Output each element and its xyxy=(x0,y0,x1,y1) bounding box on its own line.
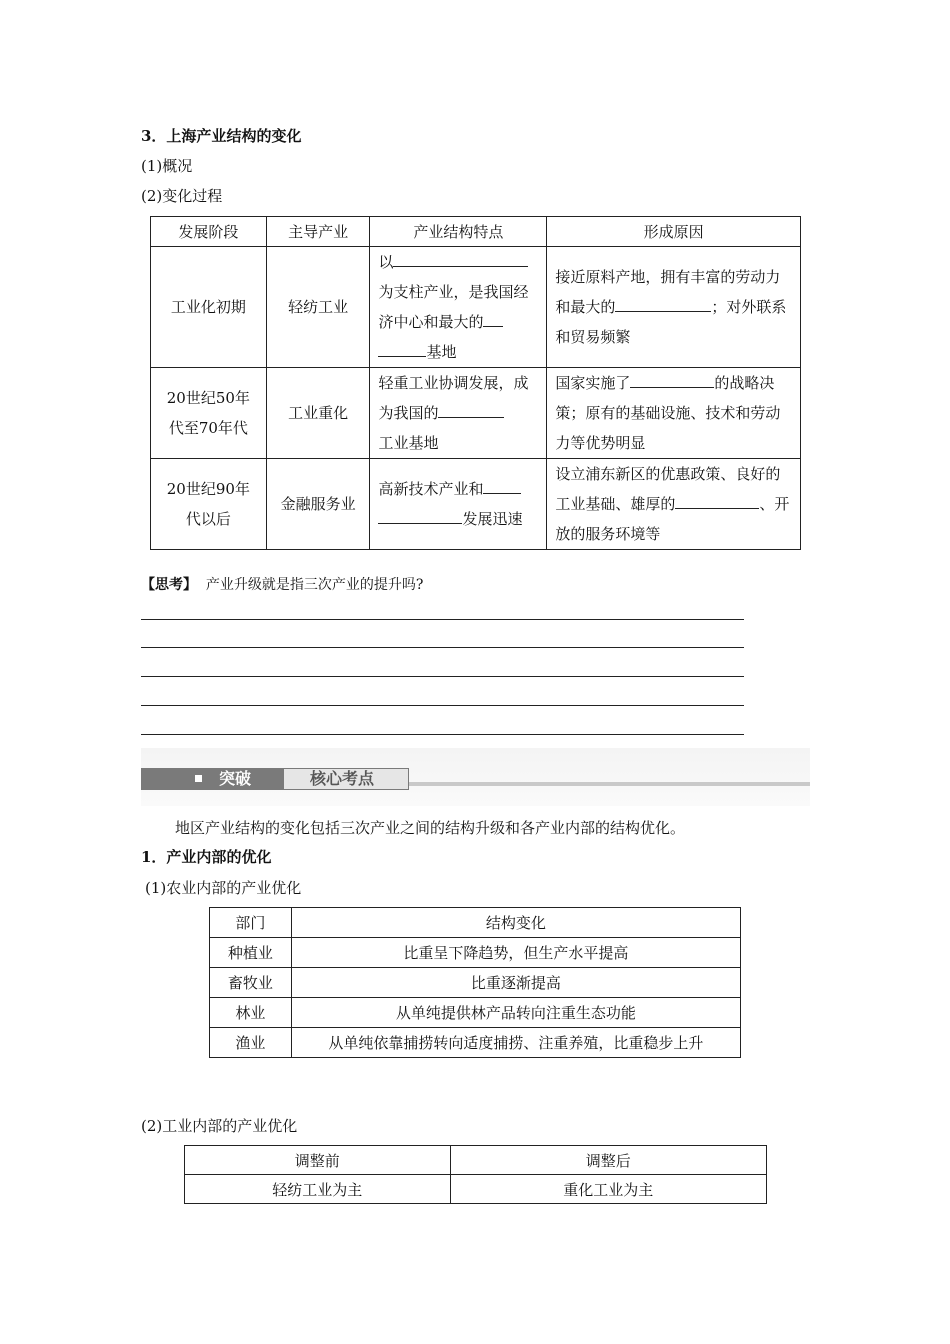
table-header-row xyxy=(151,217,801,247)
subsection-overview: (1)概况 xyxy=(141,157,193,175)
feature-cell: 轻重工业协调发展，成为我国的 工业基地 xyxy=(370,368,547,459)
answer-line[interactable] xyxy=(141,676,744,677)
header-cell: 形成原因 xyxy=(547,217,801,247)
banner-right-label: 核心考点 xyxy=(310,769,375,788)
banner-divider xyxy=(409,782,810,786)
industry-table xyxy=(184,1145,767,1204)
feature-cell: 高新技术产业和 发展迅速 xyxy=(370,459,547,550)
answer-blank[interactable] xyxy=(378,507,462,524)
table-row xyxy=(151,459,801,550)
section-banner xyxy=(141,748,810,806)
section-title: 1．产业内部的优化 xyxy=(141,848,272,866)
answer-blank[interactable] xyxy=(675,492,751,509)
table-header-row xyxy=(210,908,741,938)
header-cell: 部门 xyxy=(210,908,292,938)
header-cell: 调整后 xyxy=(450,1146,766,1175)
change-cell: 从单纯提供林产品转向注重生态功能 xyxy=(291,998,740,1028)
reason-cell: 国家实施了 的战略决策；原有的基础设施、技术和劳动力等优势明显 xyxy=(547,368,801,459)
banner-left-block xyxy=(141,768,283,790)
banner-left-label: 突破 xyxy=(219,769,252,788)
industry-cell: 轻纺工业 xyxy=(266,247,370,368)
think-prompt xyxy=(141,575,423,595)
answer-line[interactable] xyxy=(141,647,744,648)
section-title: 3．上海产业结构的变化 xyxy=(141,127,302,145)
after-cell: 重化工业为主 xyxy=(450,1175,766,1204)
answer-blank[interactable] xyxy=(438,401,504,418)
sector-cell: 林业 xyxy=(210,998,292,1028)
table-row xyxy=(151,247,801,368)
answer-blank[interactable] xyxy=(378,340,426,357)
industry-cell: 工业重化 xyxy=(266,368,370,459)
header-cell: 主导产业 xyxy=(266,217,370,247)
stage-cell: 工业化初期 xyxy=(151,247,267,368)
change-cell: 比重呈下降趋势，但生产水平提高 xyxy=(291,938,740,968)
answer-blank[interactable] xyxy=(630,371,714,388)
header-cell: 产业结构特点 xyxy=(370,217,547,247)
table-row xyxy=(185,1175,767,1204)
header-cell: 结构变化 xyxy=(291,908,740,938)
think-question: 产业升级就是指三次产业的提升吗? xyxy=(205,577,424,593)
answer-blank[interactable] xyxy=(393,250,528,267)
think-label: 【思考】 xyxy=(141,577,197,593)
reason-cell: 接近原料产地，拥有丰富的劳动力和最大的 ；对外联系和贸易频繁 xyxy=(547,247,801,368)
subsection-process: (2)变化过程 xyxy=(141,187,223,205)
table-row xyxy=(210,938,741,968)
stage-cell: 20世纪90年 代以后 xyxy=(151,459,267,550)
header-cell: 发展阶段 xyxy=(151,217,267,247)
table-header-row xyxy=(185,1146,767,1175)
table-row xyxy=(151,368,801,459)
before-cell: 轻纺工业为主 xyxy=(185,1175,451,1204)
intro-paragraph: 地区产业结构的变化包括三次产业之间的结构升级和各产业内部的结构优化。 xyxy=(175,819,686,837)
header-cell: 调整前 xyxy=(185,1146,451,1175)
sector-cell: 畜牧业 xyxy=(210,968,292,998)
subsection-agriculture: (1)农业内部的产业优化 xyxy=(145,879,302,897)
industry-cell: 金融服务业 xyxy=(266,459,370,550)
answer-line[interactable] xyxy=(141,705,744,706)
answer-blank[interactable] xyxy=(483,310,503,327)
change-cell: 从单纯依靠捕捞转向适度捕捞、注重养殖，比重稳步上升 xyxy=(291,1028,740,1058)
table-row xyxy=(210,968,741,998)
square-bullet-icon xyxy=(195,775,202,782)
shanghai-industry-table xyxy=(150,216,801,550)
answer-line[interactable] xyxy=(141,734,744,735)
sector-cell: 渔业 xyxy=(210,1028,292,1058)
table-row xyxy=(210,998,741,1028)
feature-cell: 以为支柱产业，是我国经济中心和最大的 基地 xyxy=(370,247,547,368)
banner-right-block xyxy=(283,768,409,790)
change-cell: 比重逐渐提高 xyxy=(291,968,740,998)
agriculture-table xyxy=(209,907,741,1058)
answer-line[interactable] xyxy=(141,619,744,620)
answer-blank[interactable] xyxy=(483,477,521,494)
answer-blank[interactable] xyxy=(615,295,711,312)
reason-cell: 设立浦东新区的优惠政策、良好的工业基础、雄厚的 、开放的服务环境等 xyxy=(547,459,801,550)
stage-cell: 20世纪50年 代至70年代 xyxy=(151,368,267,459)
sector-cell: 种植业 xyxy=(210,938,292,968)
subsection-industry: (2)工业内部的产业优化 xyxy=(141,1117,298,1135)
table-row xyxy=(210,1028,741,1058)
